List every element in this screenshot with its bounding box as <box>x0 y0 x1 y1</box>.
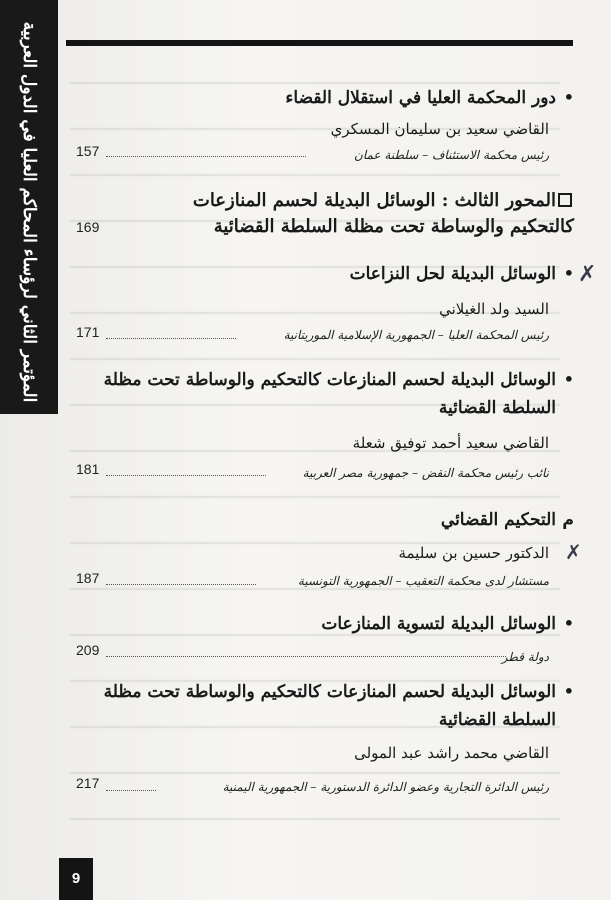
toc-entry <box>66 612 574 670</box>
toc-entry <box>66 86 574 161</box>
entry-title: التحكيم القضائي <box>440 510 556 530</box>
author-role: رئيس محكمة الاستئناف – سلطنة عمان <box>354 148 549 162</box>
axis-heading <box>66 188 574 244</box>
pen-x-mark-icon: ✗ <box>565 540 582 564</box>
axis-prefix: المحور الثالث : <box>441 190 556 211</box>
side-banner <box>0 0 58 414</box>
entry-title: دور المحكمة العليا في استقلال القضاء <box>285 88 556 108</box>
page-number: 171 <box>76 324 100 340</box>
author-role: رئيس الدائرة التجارية وعضو الدائرة الدستورية – الجمهورية اليمنية <box>222 780 549 794</box>
pen-x-mark-icon: ✗ <box>578 262 597 287</box>
square-outline-icon <box>558 193 572 207</box>
bullet: • <box>563 682 574 701</box>
leader-dots <box>106 656 506 657</box>
conference-title: المؤتمر الثاني لرؤساء المحاكم العليا في الدول العربية <box>19 21 39 403</box>
entry-title: الوسائل البديلة لتسوية المنازعات <box>321 614 556 634</box>
page-number: 209 <box>76 642 100 658</box>
leader-dots <box>106 790 156 791</box>
author-role: رئيس المحكمة العليا – الجمهورية الإسلامية الموريتانية <box>283 328 549 342</box>
page-number: 187 <box>76 570 100 586</box>
toc-entry <box>66 508 574 594</box>
author-name: السيد ولد الغيلاني <box>439 300 549 318</box>
leader-dots <box>106 338 236 339</box>
page-number: 169 <box>76 219 100 235</box>
bullet: • <box>563 614 574 633</box>
leader-dots <box>106 584 256 585</box>
entry-title-line-1: الوسائل البديلة لحسم المنازعات كالتحكيم والوساطة تحت مظلة <box>103 370 556 390</box>
author-role: دولة قطر <box>501 650 549 664</box>
footer-page-number: 9 <box>59 858 93 900</box>
axis-title-line-2: كالتحكيم والوساطة تحت مظلة السلطة القضائية <box>213 216 574 237</box>
entry-title-line-2: السلطة القضائية <box>438 710 556 730</box>
bullet: • <box>563 88 574 107</box>
entry-title: الوسائل البديلة لحل النزاعات <box>349 264 556 284</box>
entry-title-line-1: الوسائل البديلة لحسم المنازعات كالتحكيم والوساطة تحت مظلة <box>103 682 556 702</box>
author-name: القاضي محمد راشد عبد المولى <box>354 744 549 762</box>
page-number: 157 <box>76 143 100 159</box>
leader-dots <box>106 475 266 476</box>
page-number: 181 <box>76 461 100 477</box>
entry-title-line-2: السلطة القضائية <box>438 398 556 418</box>
bullet: م <box>562 510 574 529</box>
bullet: • <box>563 370 574 389</box>
author-role: نائب رئيس محكمة النقض – جمهورية مصر العربية <box>302 466 549 480</box>
toc-entry <box>66 680 574 800</box>
toc-entry <box>66 262 574 342</box>
axis-title-line-1 <box>86 188 556 214</box>
page-number: 217 <box>76 775 100 791</box>
leader-dots <box>106 156 306 157</box>
author-role: مستشار لدى محكمة التعقيب – الجمهورية التونسية <box>297 574 549 588</box>
author-name: الدكتور حسين بن سليمة <box>398 544 549 562</box>
author-name: القاضي سعيد أحمد توفيق شعلة <box>352 434 549 452</box>
author-name: القاضي سعيد بن سليمان المسكري <box>330 120 549 138</box>
toc-entry <box>66 368 574 488</box>
axis-title-text: الوسائل البديلة لحسم المنازعات <box>192 190 436 211</box>
top-rule <box>66 40 573 46</box>
bullet: • <box>563 264 574 283</box>
